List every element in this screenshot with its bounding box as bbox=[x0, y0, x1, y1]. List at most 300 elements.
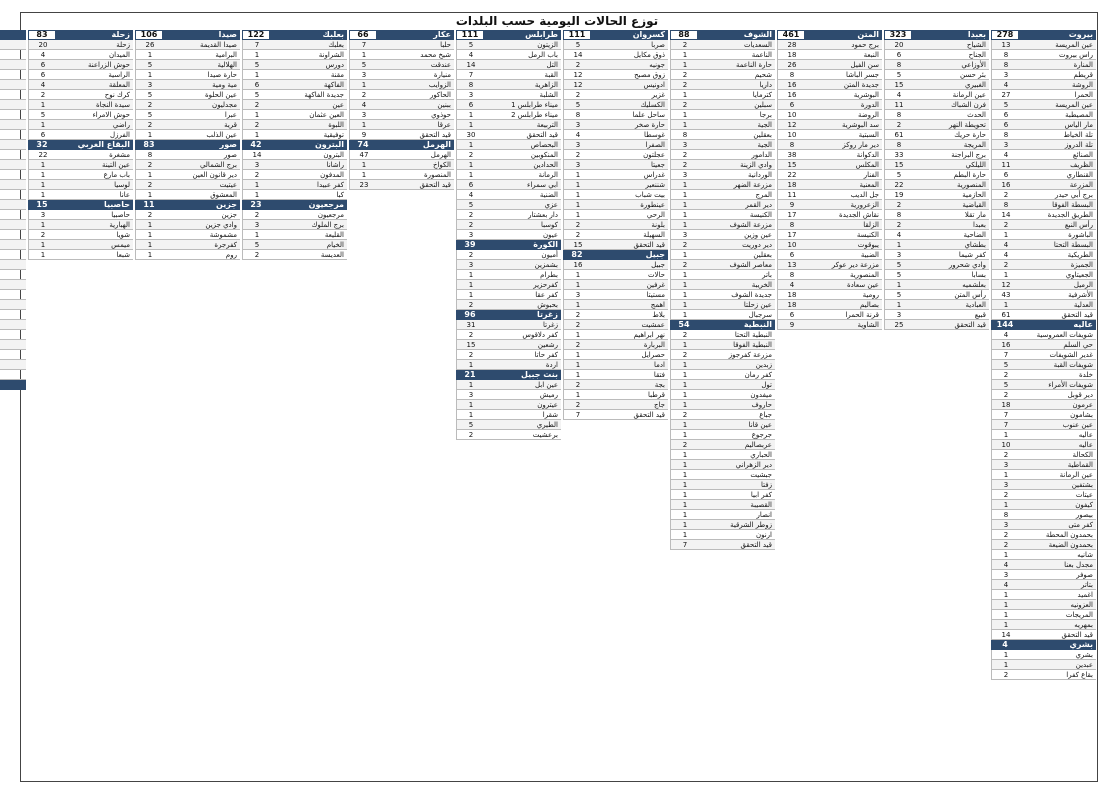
town-row bbox=[777, 210, 882, 220]
town-row bbox=[349, 100, 454, 110]
town-name: الضنية bbox=[539, 191, 558, 199]
district-total: 96 bbox=[464, 310, 476, 319]
town-name: شيخ محمد bbox=[420, 51, 451, 59]
town-name: برج البراجنة bbox=[951, 151, 986, 159]
town-row bbox=[884, 160, 989, 170]
town-name: دار بعشتار bbox=[528, 211, 558, 219]
town-row bbox=[884, 130, 989, 140]
town-name bbox=[0, 250, 26, 259]
town-row bbox=[670, 530, 775, 540]
town-count: 1 bbox=[991, 620, 1020, 629]
town-name: بحمدون الضيعة bbox=[1048, 541, 1093, 549]
town-row bbox=[670, 300, 775, 310]
town-row bbox=[563, 270, 668, 280]
town-row bbox=[777, 110, 882, 120]
town-name bbox=[0, 140, 26, 149]
town-row bbox=[670, 430, 775, 440]
town-count: 1 bbox=[456, 140, 485, 149]
town-name: البرامية bbox=[215, 51, 237, 59]
town-name: الغبيري bbox=[964, 81, 986, 89]
town-count: 22 bbox=[777, 170, 806, 179]
town-name: حاروف bbox=[751, 401, 772, 409]
town-row bbox=[991, 290, 1096, 300]
town-name: عين سعادة bbox=[846, 281, 879, 289]
district-name: بعبدا bbox=[967, 30, 986, 39]
town-name: حلبا bbox=[440, 41, 451, 49]
town-row bbox=[563, 350, 668, 360]
town-name: سيدة النجاة bbox=[95, 101, 130, 109]
town-count: 6 bbox=[28, 70, 57, 79]
town-row bbox=[135, 160, 240, 170]
town-count: 2 bbox=[242, 210, 271, 219]
town-count: 1 bbox=[349, 160, 378, 169]
town-name: كفرحزير bbox=[533, 281, 558, 289]
town-name: مار تقلا bbox=[964, 211, 986, 219]
town-name: جزين bbox=[221, 211, 237, 219]
town-row bbox=[670, 60, 775, 70]
town-count: 7 bbox=[991, 350, 1020, 359]
town-name: جاج bbox=[654, 401, 665, 409]
town-row bbox=[0, 250, 26, 260]
town-name: عندقت bbox=[430, 61, 451, 69]
town-row bbox=[991, 540, 1096, 550]
town-name: كرك نوح bbox=[104, 91, 130, 99]
town-count: 1 bbox=[991, 600, 1020, 609]
district-column bbox=[456, 30, 561, 440]
town-name: عين التينة bbox=[101, 161, 130, 169]
town-row bbox=[563, 50, 668, 60]
town-name: تحويطة النهر bbox=[948, 121, 986, 129]
town-row bbox=[456, 320, 561, 330]
town-row bbox=[563, 320, 668, 330]
town-name: قيد التحقق bbox=[419, 131, 451, 139]
district-header bbox=[28, 200, 133, 210]
district-name: صور bbox=[219, 140, 237, 149]
town-name: البحصاص bbox=[530, 141, 558, 149]
town-count: 22 bbox=[884, 180, 913, 189]
town-count: 4 bbox=[777, 280, 806, 289]
town-name: الحدادين bbox=[533, 161, 558, 169]
town-count: 1 bbox=[884, 240, 913, 249]
town-name: غوسطا bbox=[643, 131, 665, 139]
town-count: 1 bbox=[991, 270, 1020, 279]
town-name: مزرعة الشوف bbox=[729, 221, 772, 229]
town-name: الزاهرية bbox=[534, 81, 558, 89]
town-count: 1 bbox=[456, 360, 485, 369]
town-name: قرية bbox=[224, 121, 237, 129]
town-name bbox=[0, 120, 26, 129]
town-row bbox=[991, 460, 1096, 470]
district-total: 15 bbox=[36, 200, 48, 209]
town-row bbox=[28, 180, 133, 190]
town-row bbox=[884, 210, 989, 220]
town-count: 8 bbox=[563, 110, 592, 119]
town-name: بلاط bbox=[652, 311, 665, 319]
town-count: 18 bbox=[777, 50, 806, 59]
town-row bbox=[456, 150, 561, 160]
town-row bbox=[242, 160, 347, 170]
town-count: 1 bbox=[456, 160, 485, 169]
town-name: الكسليك bbox=[640, 101, 665, 109]
town-count: 15 bbox=[884, 160, 913, 169]
town-count: 3 bbox=[563, 160, 592, 169]
town-row bbox=[884, 290, 989, 300]
town-count: 1 bbox=[456, 280, 485, 289]
town-name: كترمايا bbox=[752, 91, 772, 99]
town-count: 14 bbox=[563, 50, 592, 59]
town-count: 8 bbox=[991, 510, 1020, 519]
town-row bbox=[242, 240, 347, 250]
town-count: 2 bbox=[456, 220, 485, 229]
town-count: 8 bbox=[135, 150, 164, 159]
town-name: الكواخ bbox=[432, 161, 451, 169]
town-name: جبيل bbox=[651, 261, 665, 269]
district-header bbox=[456, 310, 561, 320]
town-count: 1 bbox=[670, 360, 699, 369]
town-row bbox=[670, 80, 775, 90]
town-count: 1 bbox=[563, 280, 592, 289]
town-count: 2 bbox=[135, 210, 164, 219]
town-row bbox=[456, 390, 561, 400]
town-count: 13 bbox=[991, 40, 1020, 49]
town-count: 17 bbox=[777, 230, 806, 239]
district-header bbox=[242, 30, 347, 40]
town-name bbox=[0, 60, 26, 69]
town-name bbox=[0, 50, 26, 59]
town-name: كفر ابيا bbox=[750, 491, 772, 499]
town-row bbox=[991, 180, 1096, 190]
town-name: قريطم bbox=[1073, 71, 1093, 79]
town-row bbox=[28, 250, 133, 260]
town-count: 2 bbox=[28, 90, 57, 99]
town-count: 3 bbox=[670, 140, 699, 149]
town-row bbox=[563, 290, 668, 300]
town-name: السعديات bbox=[743, 41, 772, 49]
town-row bbox=[670, 40, 775, 50]
town-name: الشلبة bbox=[539, 91, 558, 99]
town-name: خلدة bbox=[1079, 371, 1093, 379]
town-count: 1 bbox=[563, 210, 592, 219]
town-count: 1 bbox=[135, 220, 164, 229]
town-count: 1 bbox=[991, 660, 1020, 669]
town-name: برجا bbox=[759, 111, 772, 119]
district-total: 323 bbox=[884, 30, 912, 40]
town-name: المدفون bbox=[320, 171, 344, 179]
town-name: عاليه bbox=[1078, 441, 1093, 449]
town-name: المنصورية bbox=[849, 271, 879, 279]
town-name: ساحل علما bbox=[632, 111, 665, 119]
town-row bbox=[563, 400, 668, 410]
town-count: 13 bbox=[777, 260, 806, 269]
town-count: 5 bbox=[135, 60, 164, 69]
town-count: 1 bbox=[670, 400, 699, 409]
town-count: 1 bbox=[670, 460, 699, 469]
town-name: شويفات القبة bbox=[1053, 361, 1093, 369]
town-name: حوش الامراء bbox=[92, 111, 130, 119]
town-row bbox=[777, 50, 882, 60]
town-row bbox=[670, 540, 775, 550]
town-row bbox=[28, 220, 133, 230]
town-name: تلة الدروز bbox=[1064, 141, 1093, 149]
town-count: 16 bbox=[991, 180, 1020, 189]
town-name: المرج bbox=[755, 191, 772, 199]
town-count: 6 bbox=[456, 100, 485, 109]
town-name: الصفرا bbox=[645, 141, 665, 149]
town-count: 1 bbox=[670, 470, 699, 479]
town-count: 8 bbox=[456, 80, 485, 89]
town-name: الضبية bbox=[860, 251, 879, 259]
district-header bbox=[242, 140, 347, 150]
town-row bbox=[991, 390, 1096, 400]
town-name: مشغرة bbox=[109, 151, 130, 159]
district-header bbox=[135, 200, 240, 210]
town-name: بشمزين bbox=[534, 261, 558, 269]
town-row bbox=[135, 190, 240, 200]
town-count: 2 bbox=[242, 100, 271, 109]
district-name: عاليه bbox=[1073, 320, 1093, 329]
town-row bbox=[563, 140, 668, 150]
town-row bbox=[456, 130, 561, 140]
town-count: 2 bbox=[456, 430, 485, 439]
district-column bbox=[349, 30, 454, 190]
town-name: المكلس bbox=[855, 161, 879, 169]
town-count: 2 bbox=[991, 260, 1020, 269]
town-name: مشموشة bbox=[209, 231, 237, 239]
town-row bbox=[884, 90, 989, 100]
town-row bbox=[991, 410, 1096, 420]
town-name bbox=[0, 300, 26, 309]
town-count: 2 bbox=[670, 100, 699, 109]
town-count: 5 bbox=[242, 60, 271, 69]
town-count: 20 bbox=[28, 40, 57, 49]
town-row bbox=[991, 280, 1096, 290]
town-count: 1 bbox=[28, 240, 57, 249]
town-count: 2 bbox=[884, 220, 913, 229]
town-count: 3 bbox=[456, 230, 485, 239]
town-row bbox=[991, 560, 1096, 570]
town-count: 18 bbox=[777, 300, 806, 309]
town-name: البربارة bbox=[643, 341, 665, 349]
district-header bbox=[670, 320, 775, 330]
town-name: الزعرورية bbox=[850, 201, 879, 209]
town-name: جديدة المتن bbox=[843, 81, 879, 89]
town-name: المعشوق bbox=[210, 191, 237, 199]
town-count: 4 bbox=[991, 580, 1020, 589]
town-row bbox=[777, 310, 882, 320]
town-name: العزونيه bbox=[1070, 601, 1093, 609]
town-count: 2 bbox=[563, 310, 592, 319]
town-name: ببنين bbox=[437, 101, 451, 109]
town-row bbox=[991, 510, 1096, 520]
town-row bbox=[777, 200, 882, 210]
town-count: 1 bbox=[135, 190, 164, 199]
town-count: 5 bbox=[456, 40, 485, 49]
town-count: 30 bbox=[456, 130, 485, 139]
town-row bbox=[456, 350, 561, 360]
town-count: 2 bbox=[135, 120, 164, 129]
town-row bbox=[991, 440, 1096, 450]
town-row bbox=[349, 50, 454, 60]
town-count: 4 bbox=[456, 190, 485, 199]
district-header bbox=[0, 380, 26, 390]
town-count: 1 bbox=[28, 190, 57, 199]
town-row bbox=[884, 310, 989, 320]
district-name: طرابلس bbox=[525, 30, 558, 39]
town-row bbox=[670, 400, 775, 410]
town-count: 1 bbox=[670, 430, 699, 439]
town-row bbox=[777, 260, 882, 270]
town-name: قيد التحقق bbox=[1061, 311, 1093, 319]
town-count: 1 bbox=[563, 170, 592, 179]
town-row bbox=[0, 90, 26, 100]
district-header bbox=[670, 30, 775, 40]
town-count: 2 bbox=[563, 90, 592, 99]
town-name: الأشرفية bbox=[1068, 291, 1093, 299]
town-row bbox=[670, 370, 775, 380]
town-count: 4 bbox=[456, 50, 485, 59]
town-row bbox=[456, 100, 561, 110]
town-row bbox=[991, 370, 1096, 380]
town-count: 1 bbox=[456, 400, 485, 409]
town-row bbox=[242, 50, 347, 60]
town-name: زوق مصبح bbox=[634, 71, 665, 79]
town-name bbox=[0, 240, 26, 249]
town-row bbox=[991, 420, 1096, 430]
town-count: 4 bbox=[991, 240, 1020, 249]
town-name bbox=[0, 130, 26, 139]
town-name: الروشة bbox=[1072, 81, 1093, 89]
town-count: 1 bbox=[28, 220, 57, 229]
town-row bbox=[0, 310, 26, 320]
town-name: مجدل بعنا bbox=[1064, 561, 1093, 569]
town-name: بعلبك bbox=[328, 41, 344, 49]
town-count: 1 bbox=[991, 430, 1020, 439]
town-row bbox=[28, 130, 133, 140]
town-row bbox=[349, 90, 454, 100]
town-name bbox=[0, 230, 26, 239]
town-name: سرجبال bbox=[748, 311, 772, 319]
town-row bbox=[670, 50, 775, 60]
town-name: الدورة bbox=[860, 101, 879, 109]
town-row bbox=[563, 280, 668, 290]
district-header bbox=[563, 250, 668, 260]
town-name: قيد التحقق bbox=[1061, 631, 1093, 639]
town-row bbox=[242, 130, 347, 140]
town-count: 4 bbox=[28, 80, 57, 89]
town-row bbox=[884, 150, 989, 160]
town-count: 1 bbox=[670, 290, 699, 299]
town-name: عرقا bbox=[437, 121, 451, 129]
town-row bbox=[0, 40, 26, 50]
town-name: بعقلين bbox=[753, 251, 772, 259]
town-count: 7 bbox=[991, 420, 1020, 429]
town-name: الدامور bbox=[751, 151, 772, 159]
town-name: برج الشمالي bbox=[199, 161, 237, 169]
town-name: صوفر bbox=[1076, 571, 1093, 579]
town-name: المنكوبين bbox=[530, 151, 558, 159]
town-row bbox=[991, 400, 1096, 410]
town-count: 1 bbox=[991, 590, 1020, 599]
town-row bbox=[670, 460, 775, 470]
town-count: 7 bbox=[991, 410, 1020, 419]
town-row bbox=[0, 130, 26, 140]
town-row bbox=[28, 190, 133, 200]
town-row bbox=[991, 100, 1096, 110]
town-name: شبعا bbox=[116, 251, 130, 259]
town-count: 1 bbox=[456, 270, 485, 279]
town-name: كبا bbox=[336, 191, 344, 199]
town-row bbox=[456, 360, 561, 370]
district-columns bbox=[22, 30, 1096, 782]
town-count: 3 bbox=[242, 160, 271, 169]
town-count: 1 bbox=[242, 70, 271, 79]
town-count: 1 bbox=[242, 230, 271, 239]
town-count: 3 bbox=[28, 210, 57, 219]
town-row bbox=[777, 150, 882, 160]
town-count: 6 bbox=[242, 80, 271, 89]
town-name: كيفون bbox=[1075, 501, 1093, 509]
district-name bbox=[0, 30, 26, 40]
town-count: 2 bbox=[563, 380, 592, 389]
town-count: 9 bbox=[777, 320, 806, 329]
town-name: المعنية bbox=[859, 181, 879, 189]
town-count: 1 bbox=[242, 110, 271, 119]
town-name: عاليه bbox=[1078, 431, 1093, 439]
town-count: 1 bbox=[135, 240, 164, 249]
town-row bbox=[884, 280, 989, 290]
town-row bbox=[456, 120, 561, 130]
town-name: غرفين bbox=[646, 281, 665, 289]
town-row bbox=[670, 190, 775, 200]
town-row bbox=[456, 40, 561, 50]
town-name bbox=[0, 330, 26, 339]
town-row bbox=[0, 160, 26, 170]
town-row bbox=[563, 180, 668, 190]
town-name: جل الديب bbox=[850, 191, 879, 199]
town-name: المزرعة bbox=[1069, 181, 1093, 189]
town-count: 3 bbox=[349, 70, 378, 79]
town-count: 1 bbox=[670, 340, 699, 349]
town-name: عين الرمانة bbox=[952, 91, 986, 99]
district-total: 11 bbox=[143, 200, 155, 209]
town-name: جسر الباشا bbox=[846, 71, 879, 79]
town-name: انصار bbox=[756, 511, 772, 519]
town-count: 8 bbox=[777, 70, 806, 79]
town-count: 1 bbox=[563, 270, 592, 279]
town-row bbox=[456, 80, 561, 90]
town-name: الشياح bbox=[966, 41, 986, 49]
town-name: عين وزين bbox=[744, 231, 772, 239]
town-name: الضاحية bbox=[963, 231, 986, 239]
town-row bbox=[991, 130, 1096, 140]
town-count: 8 bbox=[991, 130, 1020, 139]
town-name: كفر عبيدا bbox=[317, 181, 344, 189]
district-name: جزين bbox=[216, 200, 237, 209]
town-count: 4 bbox=[28, 50, 57, 59]
town-name bbox=[0, 260, 26, 269]
town-name: لوسيا bbox=[114, 181, 130, 189]
town-name: مزرعة كفرجوز bbox=[728, 351, 772, 359]
town-count: 4 bbox=[991, 250, 1020, 259]
town-count: 1 bbox=[991, 550, 1020, 559]
town-row bbox=[563, 120, 668, 130]
town-count: 2 bbox=[670, 70, 699, 79]
town-count: 6 bbox=[777, 250, 806, 259]
town-row bbox=[991, 360, 1096, 370]
town-count: 2 bbox=[670, 150, 699, 159]
town-name bbox=[0, 360, 26, 369]
town-row bbox=[135, 70, 240, 80]
